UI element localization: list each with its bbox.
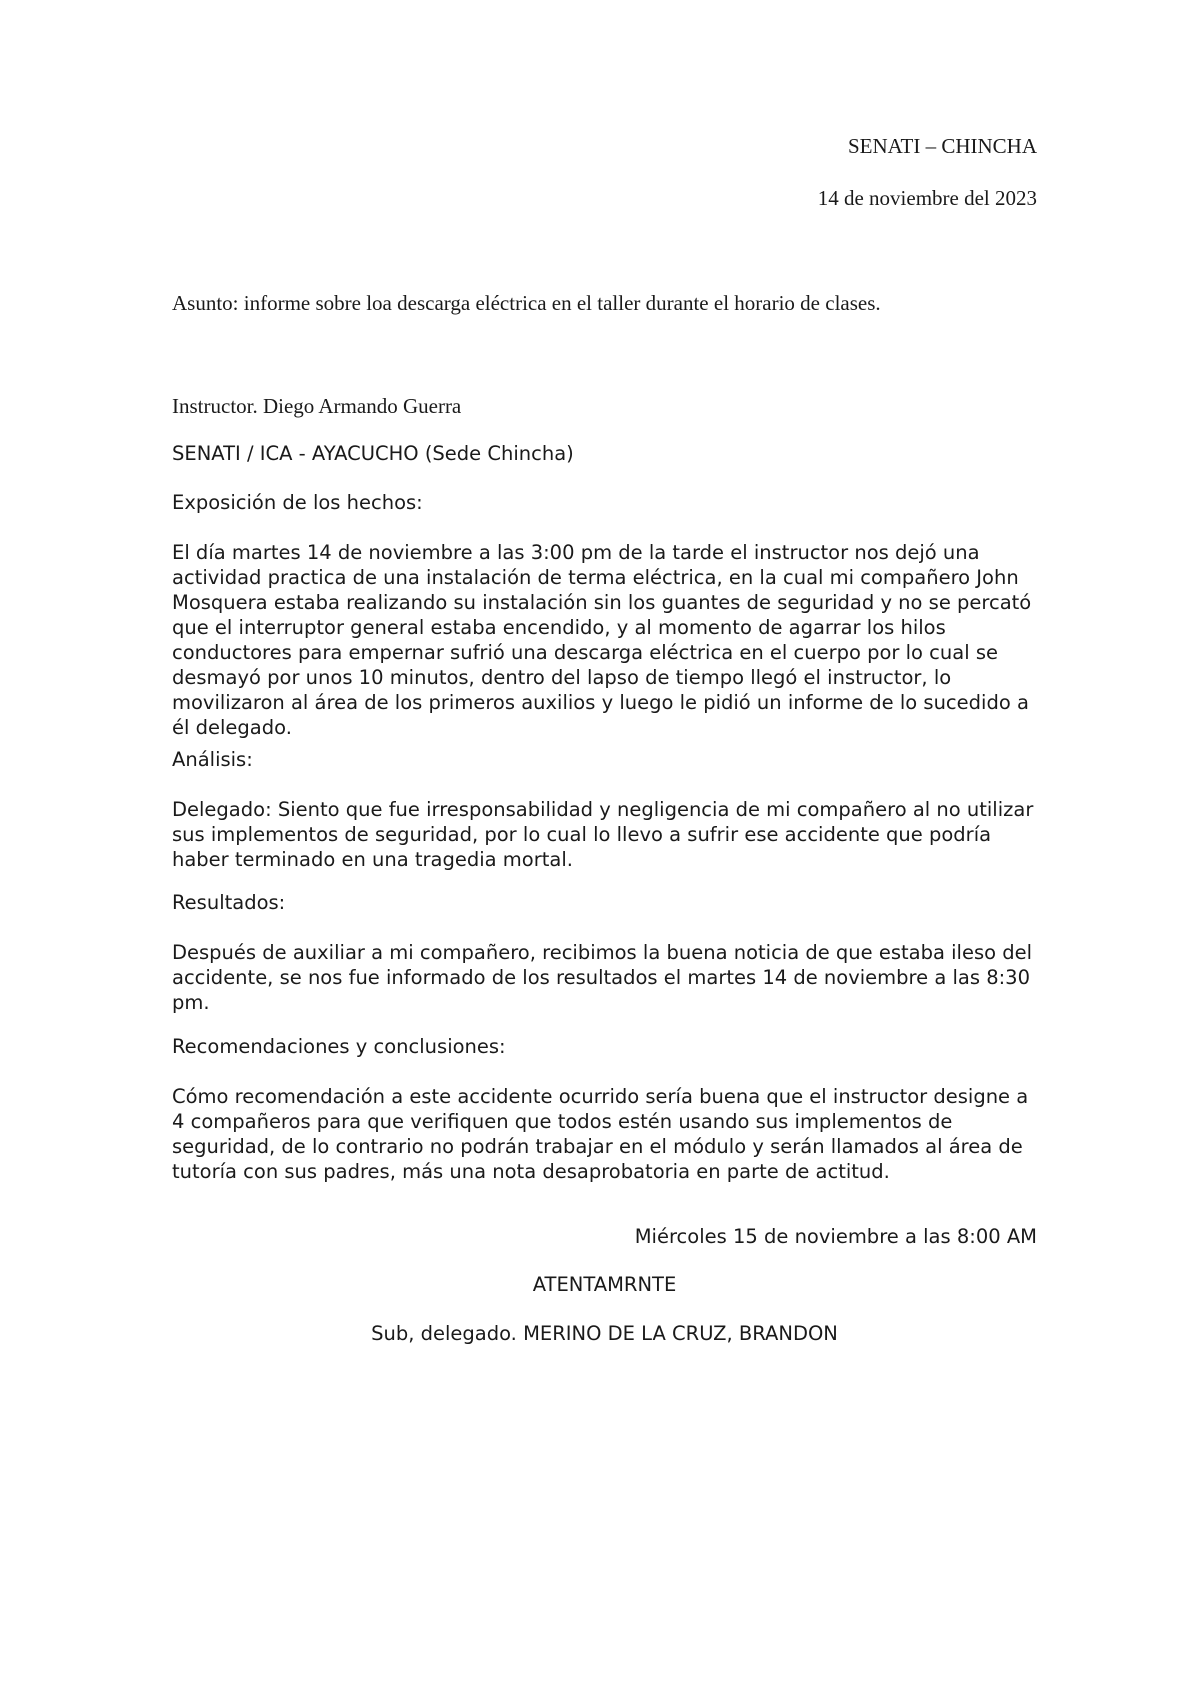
subject-line: Asunto: informe sobre loa descarga eléctrica en el taller durante el horario de clases. [172,291,881,315]
document-page [172,0,1037,1696]
recipient-organization: SENATI / ICA - AYACUCHO (Sede Chincha) [172,442,574,465]
facts-body: El día martes 14 de noviembre a las 3:00 pm de la tarde el instructor nos dejó una actividad practica de una instalación de terma eléctrica, en la cual mi compañero John Mosquera estaba realizando su instalación sin los guantes de seguridad y no se percató que el interruptor general estaba encendido, y al momento de agarrar los hilos conductores para empernar sufrió una descarga eléctrica en el cuerpo por lo cual se desmayó por unos 10 minutos, dentro del lapso de tiempo llegó el instructor, lo movilizaron al área de los primeros auxilios y luego le pidió un informe de lo sucedido a él delegado. [172,541,1032,739]
results-heading: Resultados: [172,891,286,914]
closing-date: Miércoles 15 de noviembre a las 8:00 AM [634,1225,1037,1248]
closing-salutation: ATENTAMRNTE [532,1273,677,1296]
analysis-heading: Análisis: [172,748,253,771]
analysis-body: Delegado: Siento que fue irresponsabilidad y negligencia de mi compañero al no utilizar sus implementos de seguridad, por lo cual lo llevo a sufrir ese accidente que podría haber terminado en una tragedia mortal. [172,798,1034,871]
results-body: Después de auxiliar a mi compañero, recibimos la buena noticia de que estaba ileso del accidente, se nos fue informado de los resultados el martes 14 de noviembre a las 8:30 pm. [172,941,1033,1014]
recipient-name: Instructor. Diego Armando Guerra [172,394,462,418]
facts-heading: Exposición de los hechos: [172,491,423,514]
document-date: 14 de noviembre del 2023 [817,186,1037,210]
recommendations-heading: Recomendaciones y conclusiones: [172,1035,506,1058]
institution-header: SENATI – CHINCHA [848,134,1037,158]
signature-line: Sub, delegado. MERINO DE LA CRUZ, BRANDON [371,1322,838,1345]
recommendations-body: Cómo recomendación a este accidente ocurrido sería buena que el instructor designe a 4 compañeros para que verifiquen que todos estén usando sus implementos de seguridad, de lo contrario no podrán trabajar en el módulo y serán llamados al área de tutoría con sus padres, más una nota desaprobatoria en parte de actitud. [172,1085,1029,1183]
